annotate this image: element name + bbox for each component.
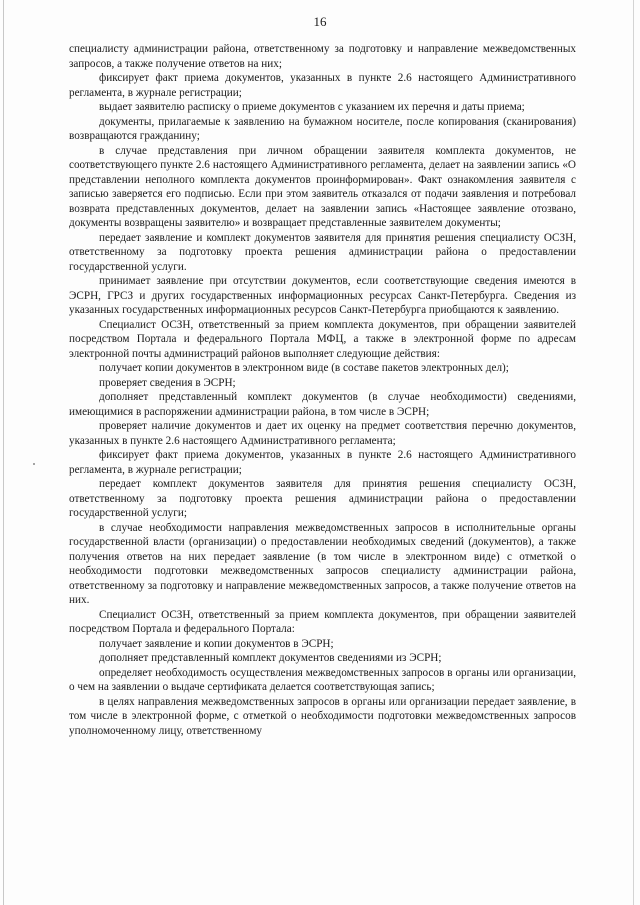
scan-speck <box>33 463 35 465</box>
paragraph: документы, прилагаемые к заявлению на бумажном носителе, после копирования (сканирования) возвращаются гражданину; <box>69 115 576 142</box>
paragraph: в случае представления при личном обращении заявителя комплекта документов, не соответствующего пункте 2.6 настоящего Административного регламента, делает на заявлении запись «О представлении неполного комплекта документов проинформирован». Факт ознакомления заявителя с записью заверяется его подписью. Если при этом заявитель отказался от подачи заявления и потребовал возврата представленных документов, делает на заявлении запись «Настоящее заявление отозвано, документы возвращены заявителю» и возвращает представленные заявителем документы; <box>69 144 576 229</box>
paragraph: выдает заявителю расписку о приеме документов с указанием их перечня и даты приема; <box>99 101 525 113</box>
paragraph: проверяет наличие документов и дает их оценку на предмет соответствия перечню документов, указанных в пункте 2.6 настоящего Административного регламента; <box>69 420 576 447</box>
paragraph: в случае необходимости направления межведомственных запросов в исполнительные органы государственной власти (организации) о предоставлении необходимых сведений (документов), а также получения ответов на них передает заявление (в том числе в электронном виде) с отметкой о необходимости подготовки межведомственных запросов специалисту администрации района, ответственному за подготовку и направление межведомственных запросов, а также получение ответов на них. <box>69 521 576 606</box>
paragraph: фиксирует факт приема документов, указанных в пункте 2.6 настоящего Административного регламента, в журнале регистрации; <box>69 72 576 99</box>
paragraph: дополняет представленный комплект документов (в случае необходимости) сведениями, имеющимися в распоряжении администрации района, в том числе в ЭСРН; <box>69 391 576 418</box>
scan-edge-left <box>3 0 4 905</box>
paragraph: передает заявление и комплект документов заявителя для принятия решения специалисту ОСЗН, ответственному за подготовку проекта решения администрации района о предоставлении государственной услуги. <box>69 231 576 273</box>
paragraph: специалисту администрации района, ответственному за подготовку и направление межведомственных запросов, а также получение ответов на них; <box>69 43 576 70</box>
document-body <box>69 42 576 738</box>
paragraph: дополняет представленный комплект документов сведениями из ЭСРН; <box>99 652 442 664</box>
paragraph: в целях направления межведомственных запросов в органы или организации передает заявление, в том числе в электронной форме, с отметкой о необходимости подготовки межведомственных запросов уполномоченному лицу, ответственному <box>69 695 576 737</box>
paragraph: принимает заявление при отсутствии документов, если соответствующие сведения имеются в ЭСРН, ГРСЗ и других государственных информационных ресурсах Санкт-Петербурга. Сведения из указанных государственных информационных ресурсов Санкт-Петербурга приобщаются к заявлению. <box>69 275 576 316</box>
paragraph: передает комплект документов заявителя для принятия решения специалисту ОСЗН, ответственному за подготовку проекта решения администрации района о предоставлении государственной услуги; <box>69 478 576 519</box>
paragraph: проверяет сведения в ЭСРН; <box>99 376 236 389</box>
paragraph: Специалист ОСЗН, ответственный за прием комплекта документов, при обращении заявителей посредством Портала и федерального Портала: <box>69 608 576 635</box>
paragraph: определяет необходимость осуществления межведомственных запросов в органы или организации, о чем на заявлении о выдаче сертификата делается соответствующая запись; <box>69 666 576 693</box>
page-number: 16 <box>313 14 327 29</box>
paragraph: Специалист ОСЗН, ответственный за прием комплекта документов, при обращении заявителей посредством Портала и федерального Портала МФЦ, а также в электронной форме по адресам электронной почты администраций районов выполняет следующие действия: <box>69 318 576 360</box>
paragraph: фиксирует факт приема документов, указанных в пункте 2.6 настоящего Административного регламента, в журнале регистрации; <box>69 449 576 476</box>
scan-edge-right <box>633 0 634 905</box>
paragraph: получает копии документов в электронном виде (в составе пакетов электронных дел); <box>99 362 509 374</box>
paragraph: получает заявление и копии документов в ЭСРН; <box>99 637 334 650</box>
